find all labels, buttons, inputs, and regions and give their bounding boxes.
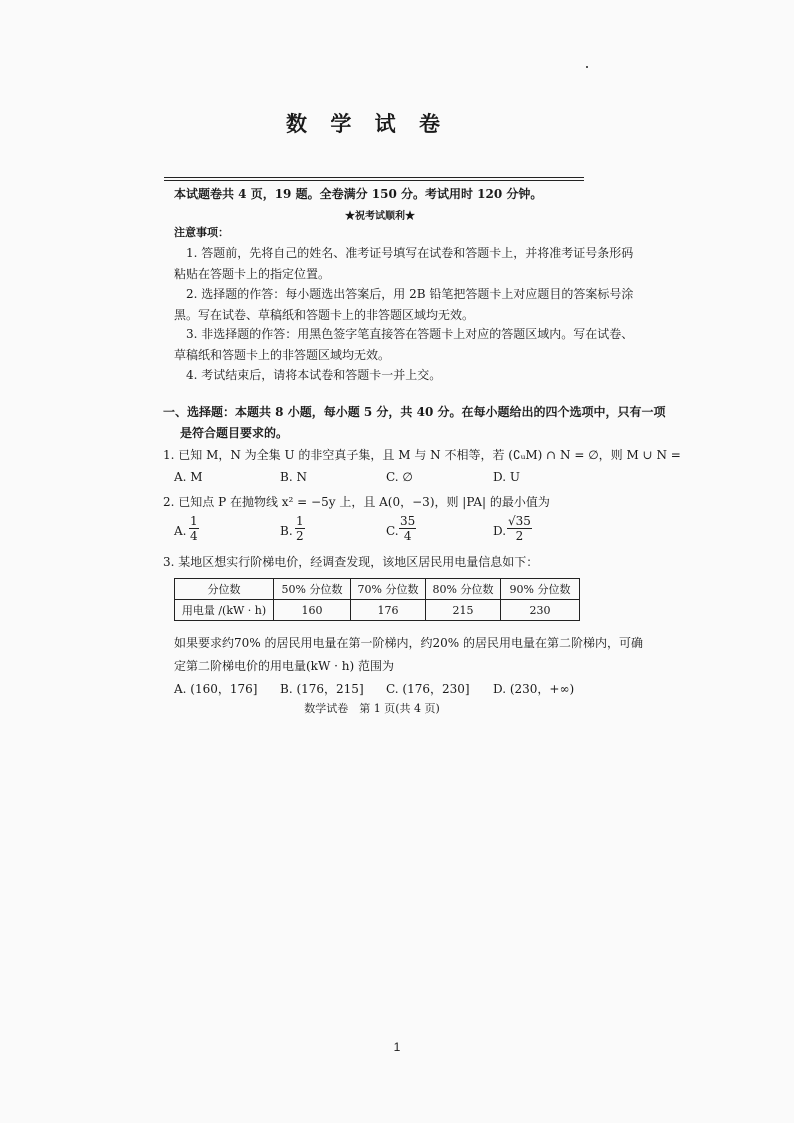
q1-option-b: B. N [280, 470, 307, 484]
numerator: 35 [400, 514, 416, 528]
q2-option-b-fraction [295, 514, 305, 543]
table-cell: 160 [274, 600, 351, 621]
denominator: 4 [190, 529, 198, 543]
question-1-stem: 1. 已知 M，N 为全集 U 的非空真子集，且 M 与 N 不相等，若 (∁ᵤM) ∩ N = ∅，则 M ∪ N = [163, 448, 681, 462]
table-row [175, 600, 580, 621]
question-3-text: 定第二阶梯电价的用电量(kW · h) 范围为 [174, 659, 394, 673]
section-heading-cont: 是符合题目要求的。 [180, 426, 289, 440]
numerator: √35 [508, 514, 531, 528]
denominator: 2 [515, 529, 524, 543]
numerator: 1 [190, 514, 198, 528]
note-line: 草稿纸和答题卡上的非答题区域均无效。 [174, 348, 391, 362]
scan-speck [586, 66, 588, 68]
table-header-cell: 90% 分位数 [501, 579, 580, 600]
q1-option-c: C. ∅ [386, 470, 413, 484]
exam-intro: 本试题卷共 4 页，19 题。全卷满分 150 分。考试用时 120 分钟。 [174, 187, 543, 201]
header-rule-top [164, 177, 584, 178]
section-heading: 一、选择题：本题共 8 小题，每小题 5 分，共 40 分。在每小题给出的四个选项中，只有一项 [163, 405, 666, 419]
header-rule-bottom [164, 180, 584, 181]
table-cell: 176 [351, 600, 426, 621]
q3-option-c: C. (176，230] [386, 682, 470, 696]
note-line: 3. 非选择题的作答：用黑色签字笔直接答在答题卡上对应的答题区域内。写在试卷、 [186, 327, 634, 341]
q2-option-c-label: C. [386, 524, 399, 538]
table-cell: 215 [426, 600, 501, 621]
note-line: 2. 选择题的作答：每小题选出答案后，用 2B 铅笔把答题卡上对应题目的答案标号涂 [186, 287, 634, 301]
q2-option-a-fraction [189, 514, 199, 543]
good-luck-wish: ★祝考试顺利★ [345, 211, 415, 222]
q2-option-b-label: B. [280, 524, 293, 538]
question-2-stem: 2. 已知点 P 在抛物线 x² = −5y 上，且 A(0，−3)，则 |PA| 的最小值为 [163, 495, 550, 509]
notes-heading: 注意事项： [174, 226, 229, 239]
table-header-cell: 80% 分位数 [426, 579, 501, 600]
q2-option-d-label: D. [493, 524, 507, 538]
table-cell: 230 [501, 600, 580, 621]
question-3-stem: 3. 某地区想实行阶梯电价，经调查发现，该地区居民用电量信息如下： [163, 555, 539, 569]
q2-option-a-label: A. [174, 524, 187, 538]
electricity-quantile-table [174, 578, 580, 621]
q1-option-a: A. M [174, 470, 203, 484]
table-header-cell: 70% 分位数 [351, 579, 426, 600]
denominator: 2 [296, 529, 304, 543]
table-cell: 用电量 /(kW · h) [175, 600, 274, 621]
q3-option-b: B. (176，215] [280, 682, 364, 696]
note-line: 1. 答题前，先将自己的姓名、准考证号填写在试卷和答题卡上，并将准考证号条形码 [186, 246, 634, 260]
q2-option-c-fraction [399, 514, 416, 543]
q3-option-d: D. (230，+∞) [493, 682, 575, 696]
denominator: 4 [403, 529, 412, 543]
exam-title: 数 学 试 卷 [286, 111, 448, 136]
note-line: 4. 考试结束后，请将本试卷和答题卡一并上交。 [186, 368, 442, 382]
q3-option-a: A. (160，176] [174, 682, 258, 696]
table-header-cell: 50% 分位数 [274, 579, 351, 600]
page-number: 1 [393, 1040, 401, 1054]
note-line: 黑。写在试卷、草稿纸和答题卡上的非答题区域均无效。 [174, 308, 475, 322]
table-header-row [175, 579, 580, 600]
question-3-text: 如果要求约70% 的居民用电量在第一阶梯内，约20% 的居民用电量在第二阶梯内，可确 [174, 636, 643, 650]
q1-option-d: D. U [493, 470, 520, 484]
numerator: 1 [296, 514, 304, 528]
page-footer: 数学试卷 第 1 页(共 4 页) [304, 702, 440, 715]
q2-option-d-fraction [507, 514, 532, 543]
table-header-cell: 分位数 [175, 579, 274, 600]
note-line: 粘贴在答题卡上的指定位置。 [174, 267, 331, 281]
